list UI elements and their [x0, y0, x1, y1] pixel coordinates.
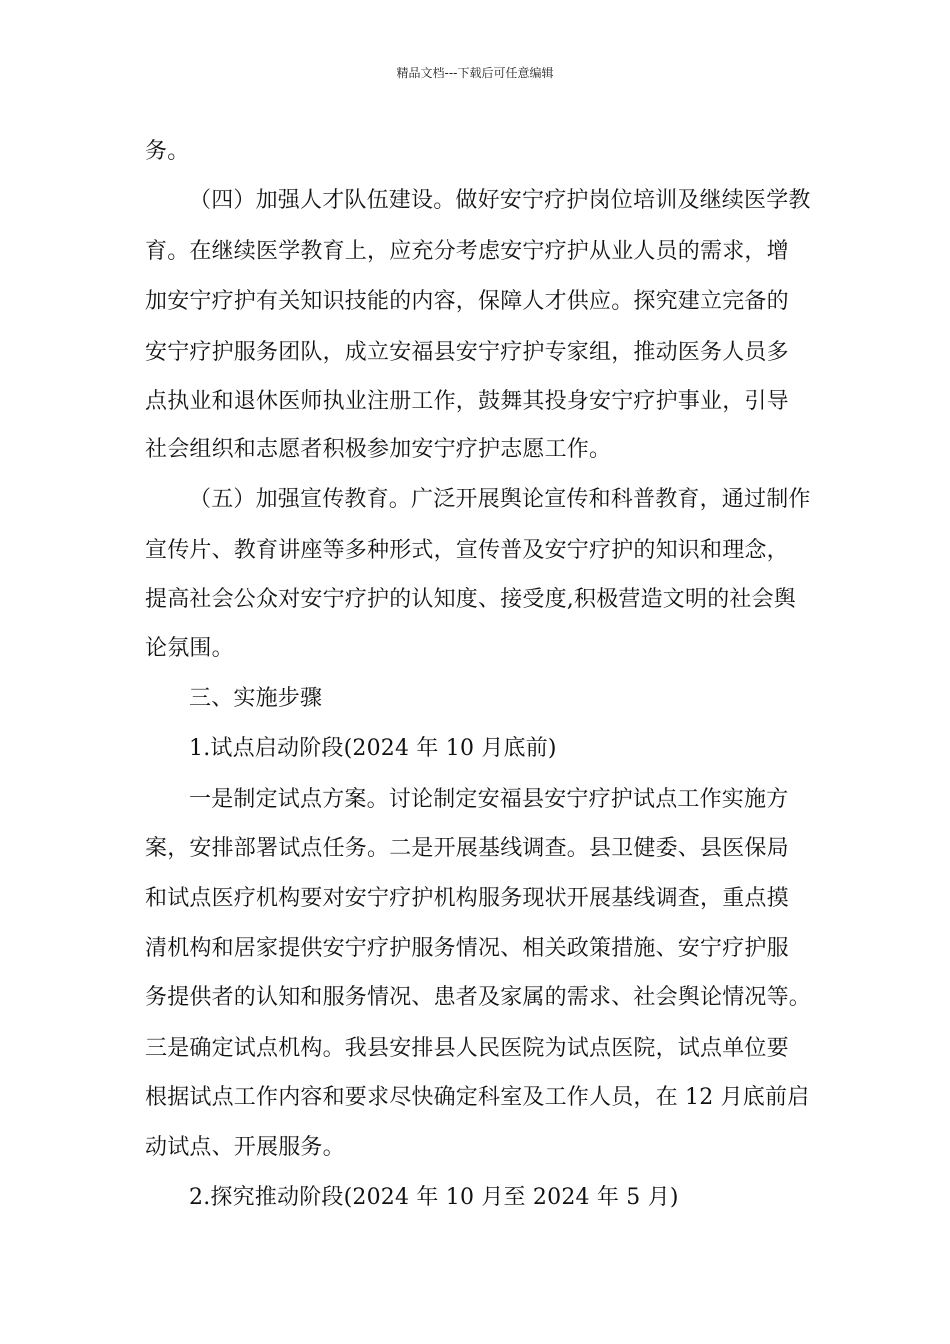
text-line: 点执业和退休医师执业注册工作，鼓舞其投身安宁疗护事业，引导 — [145, 389, 789, 414]
text-line: 育。在继续医学教育上，应充分考虑安宁疗护从业人员的需求，增 — [145, 239, 789, 264]
text-line: （五）加强宣传教育。广泛开展舆论宣传和科普教育，通过制作 — [189, 487, 811, 512]
section-heading: 三、实施步骤 — [189, 686, 323, 711]
text-line: 务提供者的认知和服务情况、患者及家属的需求、社会舆论情况等。 — [145, 985, 812, 1010]
subsection-heading: 2.探究推动阶段(2024 年 10 月至 2024 年 5 月) — [189, 1185, 679, 1210]
text-line: 社会组织和志愿者积极参加安宁疗护志愿工作。 — [145, 437, 612, 462]
text-line: 清机构和居家提供安宁疗护服务情况、相关政策措施、安宁疗护服 — [145, 936, 789, 961]
page-header: 精品文档---下载后可任意编辑 — [396, 66, 554, 80]
text-line: 论氛围。 — [145, 636, 234, 661]
text-line: 宣传片、教育讲座等多种形式，宣传普及安宁疗护的知识和理念， — [145, 538, 789, 563]
text-line: （四）加强人才队伍建设。做好安宁疗护岗位培训及继续医学教 — [189, 188, 811, 213]
text-line: 提高社会公众对安宁疗护的认知度、接受度,积极营造文明的社会舆 — [145, 587, 796, 612]
text-line: 一是制定试点方案。讨论制定安福县安宁疗护试点工作实施方 — [189, 787, 789, 812]
text-line: 三是确定试点机构。我县安排县人民医院为试点医院，试点单位要 — [145, 1036, 789, 1061]
text-line: 和试点医疗机构要对安宁疗护机构服务现状开展基线调查，重点摸 — [145, 886, 789, 911]
text-line: 务。 — [145, 139, 190, 164]
text-line: 安宁疗护服务团队，成立安福县安宁疗护专家组，推动医务人员多 — [145, 340, 789, 365]
text-line: 动试点、开展服务。 — [145, 1135, 345, 1160]
subsection-heading: 1.试点启动阶段(2024 年 10 月底前) — [189, 736, 557, 761]
text-line: 根据试点工作内容和要求尽快确定科室及工作人员，在 12 月底前启 — [145, 1085, 810, 1110]
text-line: 案，安排部署试点任务。二是开展基线调查。县卫健委、县医保局 — [145, 836, 789, 861]
text-line: 加安宁疗护有关知识技能的内容，保障人才供应。探究建立完备的 — [145, 289, 789, 314]
